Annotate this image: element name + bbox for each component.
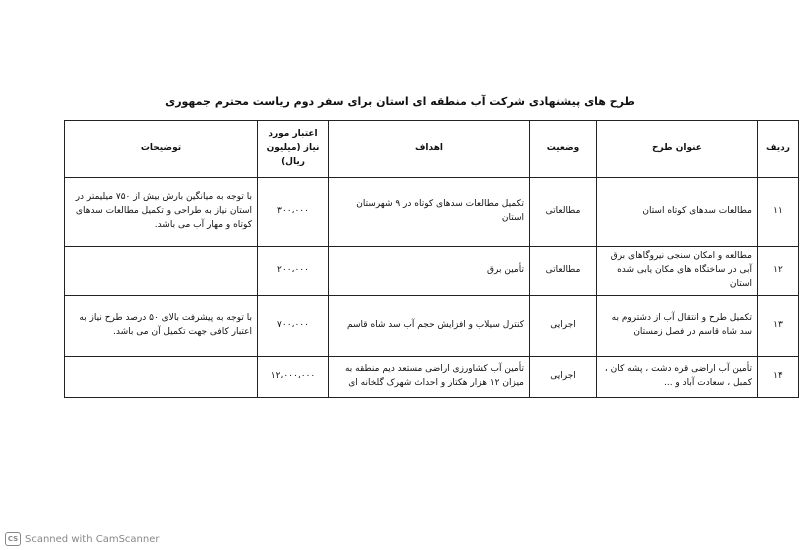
row-number: ۱۳ — [758, 295, 799, 356]
table-header-row — [65, 121, 799, 178]
project-status: مطالعاتی — [530, 247, 597, 296]
project-title: تکمیل طرح و انتقال آب از دشتروم به سد شاه قاسم در فصل زمستان — [597, 295, 758, 356]
table-row — [65, 356, 799, 397]
project-goals: تأمین آب کشاورزی اراضی مستعد دیم منطقه به میزان ۱۲ هزار هکتار و احداث شهرک گلخانه ای — [329, 356, 530, 397]
project-title: مطالعات سدهای کوتاه استان — [597, 178, 758, 247]
camscanner-icon: CS — [5, 532, 21, 546]
header-status: وضعیت — [530, 121, 597, 178]
table-row — [65, 295, 799, 356]
project-status: مطالعاتی — [530, 178, 597, 247]
project-goals: تأمین برق — [329, 247, 530, 296]
header-budget: اعتبار مورد نیاز (میلیون ریال) — [258, 121, 329, 178]
project-status: اجرایی — [530, 356, 597, 397]
project-budget: ۲۰۰،۰۰۰ — [258, 247, 329, 296]
project-notes: با توجه به پیشرفت بالای ۵۰ درصد طرح نیاز به اعتبار کافی جهت تکمیل آن می باشد. — [65, 295, 258, 356]
row-number: ۱۱ — [758, 178, 799, 247]
project-budget: ۳۰۰،۰۰۰ — [258, 178, 329, 247]
project-notes — [65, 247, 258, 296]
project-budget: ۱۲،۰۰۰،۰۰۰ — [258, 356, 329, 397]
header-project-title: عنوان طرح — [597, 121, 758, 178]
project-status: اجرایی — [530, 295, 597, 356]
project-budget: ۷۰۰،۰۰۰ — [258, 295, 329, 356]
project-notes: با توجه به میانگین بارش بیش از ۷۵۰ میلیمتر در استان نیاز به طراحی و تکمیل مطالعات سدهای کوتاه و مهار آب می باشد. — [65, 178, 258, 247]
page-title: طرح های پیشنهادی شرکت آب منطقه ای استان برای سفر دوم ریاست محترم جمهوری — [165, 95, 635, 108]
proposed-projects-table — [64, 120, 799, 398]
row-number: ۱۴ — [758, 356, 799, 397]
project-title: تأمین آب اراضی قره دشت ، پشه کان ، کمبل ، سعادت آباد و ... — [597, 356, 758, 397]
project-goals: کنترل سیلاب و افزایش حجم آب سد شاه قاسم — [329, 295, 530, 356]
row-number: ۱۲ — [758, 247, 799, 296]
header-goals: اهداف — [329, 121, 530, 178]
project-notes — [65, 356, 258, 397]
scanner-watermark — [5, 532, 160, 546]
project-title: مطالعه و امکان سنجی نیروگاهای برق آبی در ساختگاه های مکان یابی شده استان — [597, 247, 758, 296]
header-notes: توضیحات — [65, 121, 258, 178]
header-row-number: ردیف — [758, 121, 799, 178]
watermark-text: Scanned with CamScanner — [25, 533, 160, 545]
table-row — [65, 247, 799, 296]
table-row — [65, 178, 799, 247]
project-goals: تکمیل مطالعات سدهای کوتاه در ۹ شهرستان استان — [329, 178, 530, 247]
